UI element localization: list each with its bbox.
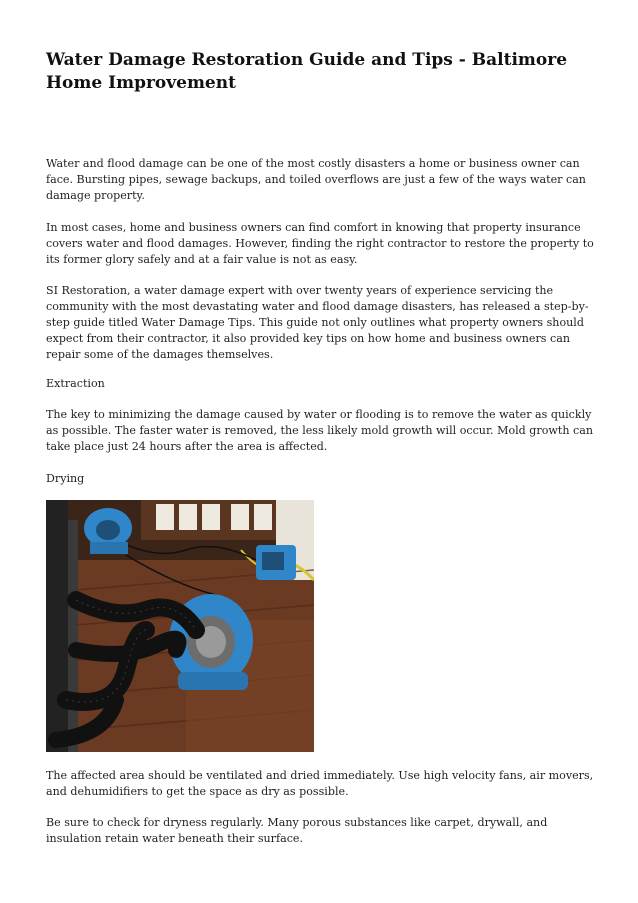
paragraph-si-restoration: SI Restoration, a water damage expert with over twenty years of experience servicing the community with the most devastating water and flood damage disasters, has released a step-by-step guide titled Water Damage Tips. This guide not only outlines what property owners should expect from their contractor, it also provided key tips on how home and business owners can repair some of the damages themselves. xyxy=(46,284,589,361)
paragraph-ventilate: The affected area should be ventilated and dried immediately. Use high velocity fans, air movers, and dehumidifiers to get the space as dry as possible. xyxy=(46,769,594,798)
heading-extraction: Extraction xyxy=(46,377,105,390)
paragraph-extraction: The key to minimizing the damage caused by water or flooding is to remove the water as quickly as possible. The faster water is removed, the less likely mold growth will occur. Mold growth can take place just 24 hours after the area is affected. xyxy=(46,408,593,453)
drying-equipment-photo xyxy=(46,500,314,752)
paragraph-check-dryness: Be sure to check for dryness regularly. Many porous substances like carpet, drywall, and insulation retain water beneath their surface. xyxy=(46,816,548,845)
page-title: Water Damage Restoration Guide and Tips - Baltimore Home Improvement xyxy=(46,50,568,93)
paragraph-insurance: In most cases, home and business owners can find comfort in knowing that property insurance covers water and flood damages. However, finding the right contractor to restore the property to its former glory safely and at a fair value is not as easy. xyxy=(46,221,594,266)
paragraph-intro: Water and flood damage can be one of the most costly disasters a home or business owner can face. Bursting pipes, sewage backups, and toiled overflows are just a few of the ways water can damage property. xyxy=(46,157,586,202)
heading-drying: Drying xyxy=(46,472,85,485)
